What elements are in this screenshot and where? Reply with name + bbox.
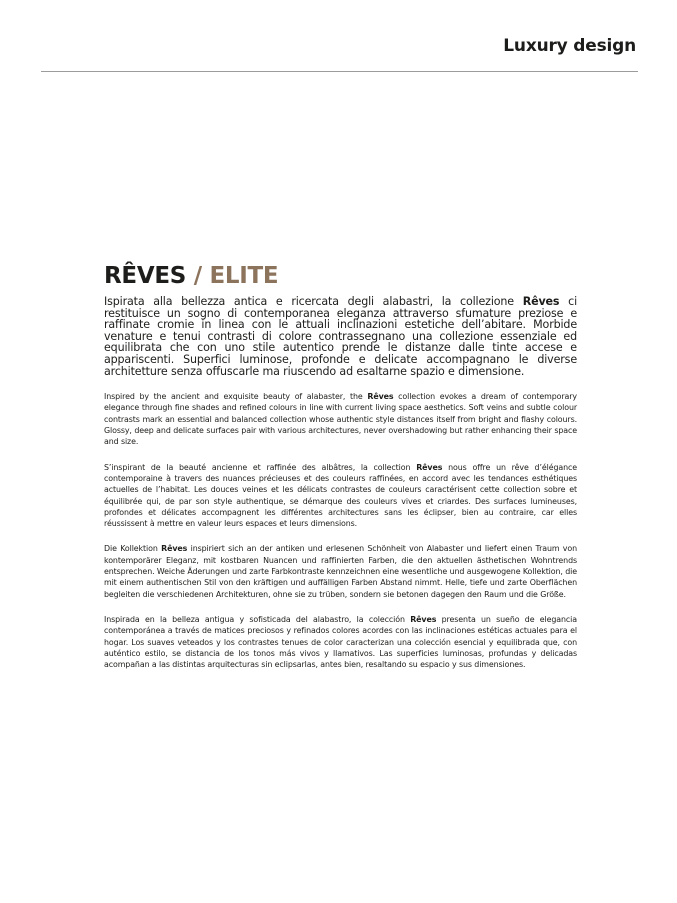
description-text: collection evokes a dream of contemporary elegance through fine shades and refined colours in line with current living space aesthetics. Soft veins and subtle colour contrasts mark an essential and balanced collection whose authentic style distances itself from bright and flashy colours. Glossy, deep and delicate surfaces pair with various architectures, never overshadowing but rather enhancing their space and size. xyxy=(104,392,577,447)
collection-description xyxy=(104,262,577,670)
description-french xyxy=(104,462,577,530)
description-text: inspiriert sich an der antiken und erlesenen Schönheit von Alabaster und liefert einen Traum von kontemporärer Eleganz, mit kostbaren Nuancen und raffinierten Farben, die den aktuellen ästhetischen Wohntrends entsprechen. Weiche Äderungen und zarte Farbkontraste kennzeichnen eine wesentliche und ausgewogene Kollektion, die mit einem authentischen Stil von den kräftigen und auffälligen Farben Abstand nimmt. Helle, tiefe und zarte Oberflächen begleiten die verschiedenen Architekturen, ohne sie zu trüben, sondern sie betonen dagegen den Raum und die Größe. xyxy=(104,544,578,599)
title-separator: / xyxy=(186,263,210,289)
collection-name: RÊVES xyxy=(104,263,186,289)
description-text: Inspirada en la belleza antigua y sofisticada del alabastro, la colección xyxy=(104,614,411,624)
description-english xyxy=(104,391,577,447)
description-text: S’inspirant de la beauté ancienne et raffinée des albâtres, la collection xyxy=(104,462,417,472)
page-header-title: Luxury design xyxy=(503,36,636,56)
collection-title xyxy=(104,262,577,290)
description-text: Die Kollektion xyxy=(104,544,162,554)
description-text: Ispirata alla bellezza antica e ricercata degli alabastri, la collezione xyxy=(104,295,523,308)
brand-name: Rêves xyxy=(367,392,394,402)
description-text: Inspired by the ancient and exquisite beauty of alabaster, the xyxy=(104,392,368,402)
description-german xyxy=(104,543,577,599)
description-text: presenta un sueño de elegancia contemporánea a través de matices preciosos y refinados colores acordes con las inclinaciones estéticas actuales para el hogar. Los suaves veteados y los contrastes tenues de color caracterizan una colección esencial y equilibrada que, con auténtico estilo, se distancia de los tonos más vivos y llamativos. Las superficies luminosas, profundas y delicadas acompañan a las distintas arquitecturas sin eclipsarlas, antes bien, resaltando su espacio y sus dimensiones. xyxy=(104,614,577,670)
description-text: nous offre un rêve d’élégance contemporaine à travers des nuances précieuses et des couleurs raffinées, en accord avec les tendances esthétiques actuelles de l’habitat. Les douces veines et les délicats contrastes de couleurs caractérisent cette collection sobre et équilibrée qui, de par son style authentique, se démarque des couleurs vives et criardes. Des surfaces lumineuses, profondes et délicates accompagnent les différentes architectures sans les éclipser, bien au contraire, car elles réussissent à mettre en valeur leurs espaces et leurs dimensions. xyxy=(104,462,577,529)
collection-subname: ELITE xyxy=(209,263,279,289)
description-spanish xyxy=(104,614,577,670)
header-divider xyxy=(41,71,638,72)
brand-name: Rêves xyxy=(410,614,437,624)
brand-name: Rêves xyxy=(522,295,560,308)
description-text: ci restituisce un sogno di contemporanea eleganza attraverso sfumature preziose e raffinate cromie in linea con le attuali inclinazioni estetiche dell’abitare. Morbide venature e tenui contrasti di colore contrassegnano una collezione essenziale ed equilibrata che con uno stile autentico prende le distanze dalle tinte accese e appariscenti. Superfici luminose, profonde e delicate accompagnano le diverse architetture senza offuscarle ma riuscendo ad esaltarne spazio e dimensione. xyxy=(104,295,578,378)
brand-name: Rêves xyxy=(161,544,188,554)
description-italian xyxy=(104,296,577,377)
brand-name: Rêves xyxy=(416,462,443,472)
